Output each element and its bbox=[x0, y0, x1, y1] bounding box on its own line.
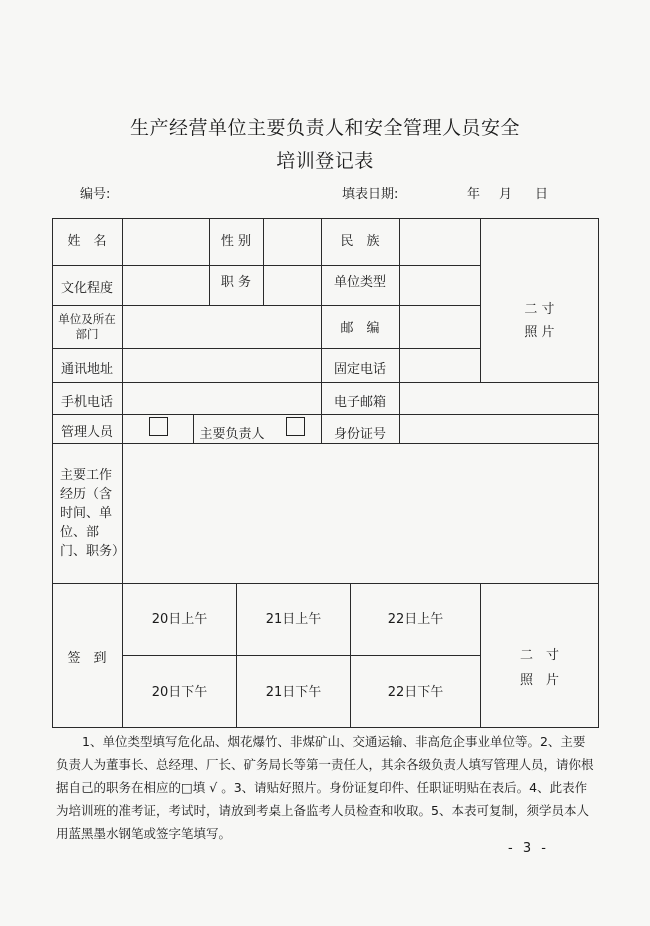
position-label: 职 务 bbox=[220, 274, 252, 290]
signin-slot[interactable]: 20日上午 bbox=[151, 612, 208, 627]
signin-slot[interactable]: 22日下午 bbox=[387, 684, 444, 700]
signin-slot[interactable]: 21日上午 bbox=[265, 612, 322, 627]
gender-field[interactable] bbox=[264, 219, 321, 265]
work-history-label: 主要工作经历（含时间、单位、部门、职务） bbox=[60, 468, 126, 559]
signin-photo-label-line1: 二 寸 bbox=[519, 647, 559, 663]
work-history-field[interactable] bbox=[123, 444, 598, 583]
photo-label-line1: 二 寸 bbox=[524, 301, 555, 317]
date-year: 年 bbox=[467, 187, 481, 202]
date-month: 月 bbox=[499, 187, 513, 202]
signin-slot[interactable]: 22日上午 bbox=[387, 612, 444, 627]
address-label: 通讯地址 bbox=[60, 361, 113, 377]
name-label: 姓 名 bbox=[67, 234, 107, 249]
position-field[interactable] bbox=[264, 266, 321, 305]
manager-checkbox[interactable] bbox=[149, 417, 168, 436]
photo-placeholder bbox=[481, 219, 598, 382]
form-subtitle: 培训登记表 bbox=[276, 150, 374, 172]
form-title: 生产经营单位主要负责人和安全管理人员安全 bbox=[129, 117, 520, 139]
signin-slot[interactable]: 20日下午 bbox=[151, 684, 208, 700]
form-notes: 1、单位类型填写危化品、烟花爆竹、非煤矿山、交通运输、非高危企事业单位等。2、主要负责人为董事长、总经理、厂长、矿务局长等第一责任人，其余各级负责人填写管理人员，请你根据自己的职务在相应的□填 √ 。3、请贴好照片。身份证复印件、任职证明贴在表后。4、此表作为培训班的准考证，考试时，请放到考桌上备监考人员检查和收取。5、本表可复制，须学员本人用蓝黑墨水钢笔或签字笔填写。 bbox=[56, 734, 594, 841]
gender-label: 性 别 bbox=[220, 234, 252, 249]
unit-dept-label: 单位及所在部门 bbox=[58, 311, 116, 341]
email-field[interactable] bbox=[400, 383, 598, 414]
signin-photo-placeholder bbox=[481, 584, 598, 727]
ethnicity-field[interactable] bbox=[400, 219, 480, 265]
idcard-field[interactable] bbox=[400, 415, 598, 443]
unit-type-field[interactable] bbox=[400, 266, 480, 305]
postcode-label: 邮 编 bbox=[340, 320, 380, 336]
postcode-field[interactable] bbox=[400, 306, 480, 348]
page-number: - 3 - bbox=[508, 841, 549, 856]
idcard-label: 身份证号 bbox=[333, 426, 386, 442]
unit-type-label: 单位类型 bbox=[333, 274, 386, 290]
signin-label: 签 到 bbox=[67, 650, 107, 666]
date-day: 日 bbox=[535, 187, 549, 202]
date-label: 填表日期: bbox=[342, 187, 399, 202]
photo-label-line2: 照 片 bbox=[524, 324, 555, 340]
mobile-label: 手机电话 bbox=[60, 394, 113, 410]
education-label: 文化程度 bbox=[60, 280, 113, 296]
unit-dept-field[interactable] bbox=[123, 306, 321, 348]
serial-label: 编号: bbox=[80, 187, 111, 202]
landline-label: 固定电话 bbox=[333, 361, 386, 377]
signin-slot[interactable]: 21日下午 bbox=[265, 684, 322, 700]
mobile-field[interactable] bbox=[123, 383, 321, 414]
principal-label: 主要负责人 bbox=[199, 426, 265, 442]
name-field[interactable] bbox=[123, 219, 209, 265]
address-field[interactable] bbox=[123, 349, 321, 382]
landline-field[interactable] bbox=[400, 349, 480, 382]
manager-label: 管理人员 bbox=[60, 425, 113, 440]
email-label: 电子邮箱 bbox=[333, 394, 386, 410]
signin-photo-label-line2: 照 片 bbox=[519, 672, 559, 688]
education-field[interactable] bbox=[123, 266, 209, 305]
ethnicity-label: 民 族 bbox=[340, 234, 380, 249]
principal-checkbox[interactable] bbox=[286, 417, 305, 436]
